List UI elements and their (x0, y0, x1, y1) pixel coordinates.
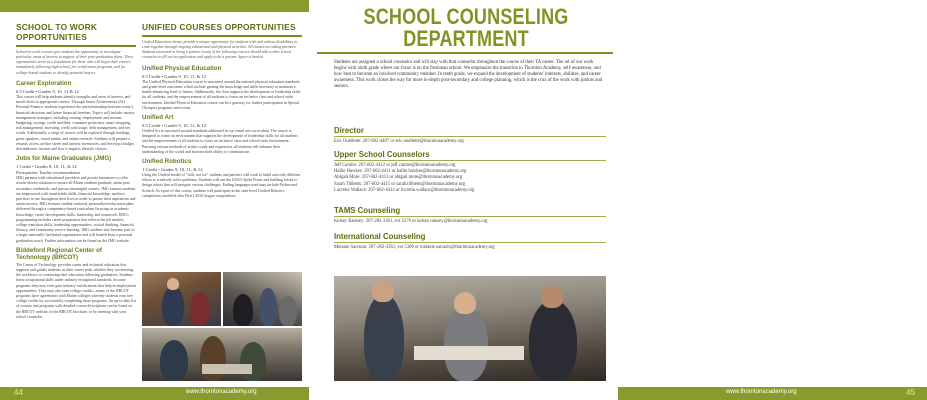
upper-school-heading: Upper School Counselors (334, 150, 430, 159)
robotics-photo (142, 328, 302, 381)
tams-contact: Kelsey Ramsey: 207-282-3361, ext 5270 or kelsey.ramsey@thorntonacademy.org (334, 219, 488, 224)
upper-school-section (334, 150, 606, 194)
student-figure (190, 292, 210, 326)
person-head (372, 280, 394, 302)
student-photo-collage (142, 272, 302, 381)
director-heading: Director (334, 126, 364, 135)
unified-pe-body: The Unified Physical Education course is structured around the national physical education standards and grade-level outcomes, which include gaining the knowledge and skills necessary to maintain a health-enhancing level of fitness. Additionally, the class supports the development of leadership skills for all students, and the empowerment of all students to foster an inclusive class and school-wide environment. Unified Physical Education course can be a gateway for further participation in Special Olympics programs and events. (142, 79, 301, 110)
footer-url: www.thorntonacademy.org (726, 389, 797, 395)
counseling-photo (334, 276, 606, 381)
section-rule (334, 136, 606, 137)
footer-url: www.thorntonacademy.org (186, 389, 257, 395)
person-figure (529, 300, 577, 381)
unified-pe-meta: 0.5 Credit • Grades 9, 10, 11, & 12 (142, 73, 206, 79)
page-number: 44 (14, 388, 23, 397)
counselor-contact: Jeff Camire: 207-602-4412 or jeff.camire@thorntonacademy.org (334, 163, 456, 168)
top-accent-bar (0, 0, 309, 12)
person-figure (364, 294, 404, 381)
page-number: 45 (906, 388, 915, 397)
counselor-contact: Hallie Hawkes: 207-602-4411 or hallie.hawkes@thorntonacademy.org (334, 169, 467, 175)
desk-surface (414, 346, 524, 360)
title-line-1: SCHOOL COUNSELING (363, 4, 569, 29)
tams-section (334, 206, 606, 225)
student-figure (259, 288, 277, 326)
student-figure (160, 340, 188, 381)
unified-robotics-title: Unified Robotics (142, 157, 192, 165)
career-exploration-meta: 0.5 Credit • Grades 9, 10, 11 & 12 (16, 88, 79, 94)
student-figure (279, 296, 297, 326)
right-page (309, 0, 915, 400)
counselor-contact: Lucretia Wallace: 207-602-4414 or lucretia.wallace@thorntonacademy.org (334, 187, 475, 193)
director-section (334, 126, 606, 145)
school-to-work-column (16, 22, 136, 320)
counselor-contact: Sarah Tibbetts: 207-602-4415 or sarah.tibbetts@thorntonacademy.org (334, 181, 465, 187)
left-footer (0, 387, 309, 400)
international-section (334, 232, 606, 251)
international-contact: Melanie Sarrazin: 207-282-3361, ext 5306 or melanie.sarrazin@thorntonacademy.org (334, 245, 495, 250)
student-figure (200, 336, 226, 381)
unified-robotics-body: Using the Unified model of "with, not for" students and partners will work to build and code different robots to creatively solve problems. Students will use the LEGO Spike Prime and building bricks to design robots that will navigate various challenges. Ending languages used may include Python and Scratch. As a part of this course, students will participate in the state level Unified Robotics competition, modeled after First LEGO league competitions. (142, 172, 301, 198)
unified-courses-heading: UNIFIED COURSES OPPORTUNITIES (142, 22, 296, 32)
unified-art-title: Unified Art (142, 113, 174, 121)
section-rule (334, 160, 606, 161)
section-rule (334, 242, 606, 243)
unified-art-meta: 0.5 Credit • Grades 9, 10, 11, & 12 (142, 122, 206, 128)
student-figure (240, 342, 266, 381)
right-footer (618, 387, 927, 400)
table-surface (202, 364, 252, 374)
school-to-work-intro: School-to-work courses give students the opportunity to investigate particular areas of interest in support of their post-graduation plans. These opportunities serve as a foundation for those who will begin their careers immediately following high school, for certification programs, and for college-bound students to identify potential majors. (16, 49, 134, 75)
person-head (541, 286, 563, 308)
person-head (454, 292, 476, 314)
tams-heading: TAMS Counseling (334, 206, 401, 215)
group-photo (223, 272, 302, 326)
heading-rule (16, 45, 136, 47)
jmg-body: JMG partners with educational providers and private businesses to offer results-driven solutions to ensure all Maine students graduate, attain post-secondary credentials, and pursue meaningful careers. JMG ensures students are empowered with transferable skills, financial knowledge, and best practices to use throughout their lives in order to pursue their aspirations and attain success. JMG features student-centered, personalized education plans delivered through a competency-based curriculum focusing on academic knowledge, career development skills, leadership, and teamwork. JMG's programming includes career preparation that reflects the job market, college transition skills, leadership opportunities, critical thinking, financial literacy, and community service learning. JMG students also become part of a larger nationally-facilitated organization and will benefit from a personal graduation coach. Further information can be found on the JMG website. (16, 176, 136, 243)
international-heading: International Counseling (334, 232, 426, 241)
counselor-contact: Abigail More: 207-602-4413 or abigail.more@thorntonacademy.org (334, 175, 463, 181)
unified-pe-title: Unified Physical Education (142, 64, 222, 72)
unified-robotics-meta: 1 Credit • Grades 9, 10, 11, & 12 (142, 166, 203, 172)
jmg-prereq: Prerequisites: Teacher recommendation (16, 170, 80, 176)
title-line-2: DEPARTMENT (403, 26, 529, 51)
career-exploration-title: Career Exploration (16, 79, 72, 87)
title-rule (317, 52, 613, 54)
unified-art-body: Unified Art is structured around standards addressed in our visual arts curriculum. The course is designed to create an environment that supports the development of leadership skills for all students and the empowerment of all students to foster an inclusive class and school-wide environment. Pursuing various methods of artistic study and expression, all students will enhance their understanding of the world and increase their ability to communicate. (142, 128, 298, 154)
department-intro: Students are assigned a school counselor and will stay with that counselor throughout the course of their TA career. The art of our work begins with ninth grade where our focus is on the freshman school. We emphasize the transition to Thornton Academy, self-awareness, and how best to become an involved community member. In tenth grade, we expand the development of students' interests, abilities, and career awareness. This work closes the way for more in-depth post-secondary and college planning, which is the crux of the work with juniors and seniors. (334, 60, 603, 90)
brcot-title: Biddeford Regional Center of Technology (BRCOT) (16, 246, 102, 261)
person-figure (444, 306, 488, 381)
jmg-meta: 1 Credit • Grades 9, 10, 11, & 12 (16, 164, 77, 170)
unified-courses-intro: Unified Education classes provide a unique opportunity for students with and without disabilities to come together through ongoing educational and physical activities. All classes are taking partners. Students interested in being a partner in any of the following courses should talk to their school counselor to fill out an application and apply to be a partner. Space is limited. (142, 39, 298, 60)
section-rule (334, 216, 606, 217)
student-figure (162, 286, 184, 326)
student-head (167, 278, 179, 290)
jmg-title: Jobs for Maine Graduates (JMG) (16, 155, 112, 163)
classroom-photo (142, 272, 221, 326)
brcot-body: The Center of Technology provides career and technical education that supports and guides students on their career path, whether they are entering the workforce or continuing their education following graduation. Students learn occupational skills under industry-recognized standards. In some programs they may even gain industry certifications that help in employment opportunities. They may also earn college credits—many of the BRCOT programs have agreements with Maine colleges whereby students earn free college credits by successfully completing those programs. An up-to-date list of courses and programs with detailed course descriptions can be found on the BRCOT website, in the BRCOT brochure, or by meeting with your school counselor. (16, 262, 136, 319)
student-figure (233, 294, 253, 326)
director-contact: Eric Ouellette: 207-602-4487 or eric.ouellette@thorntonacademy.org (334, 139, 464, 144)
page-title (321, 6, 611, 50)
heading-rule (142, 35, 302, 37)
career-exploration-body: This course will help students identify strengths and areas of interest, and match those to appropriate careers. Through Junior Achievement (JA) Personal Finance, students experience the interrelationship between today's financial decisions and future financial freedom. Topics will include: money management strategies, including earning, employment and income, budgeting, savings, credit and debt, consumer protection, smart shopping, risk management, investing, credit card usage, debt management, and net worth. Additionally, a range of careers will be explored through readings, guest speakers, visual media, and online research. Students will prepare a résumé, access on-line career and interest inventories, and develop a budget that addresses income and how it impacts lifestyle choices. (16, 94, 135, 152)
unified-courses-column (142, 22, 302, 199)
left-page (0, 0, 309, 400)
school-to-work-heading: SCHOOL TO WORK OPPORTUNITIES (16, 22, 98, 42)
